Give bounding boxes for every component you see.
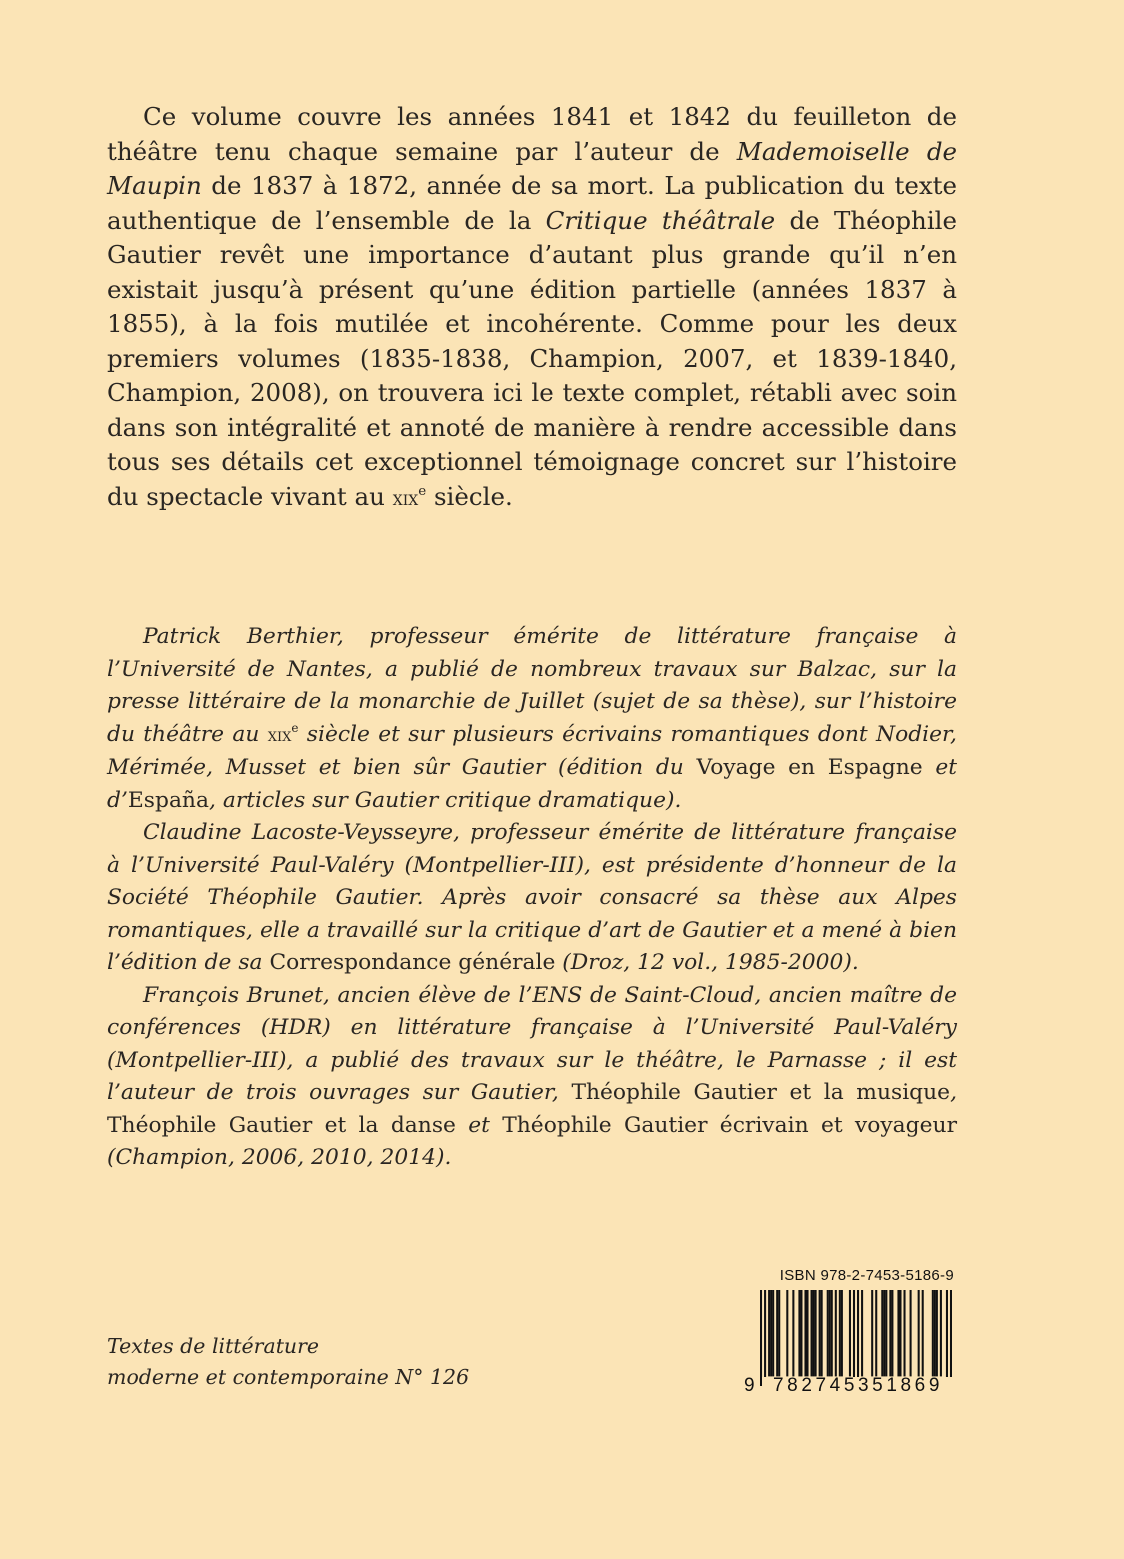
barcode-bars (760, 1290, 952, 1386)
bio-brunet-text-4: (Champion, 2006, 2010, 2014). (107, 1145, 452, 1170)
barcode-bar (829, 1290, 831, 1376)
barcode-bar (875, 1290, 877, 1376)
bio-lacoste (107, 817, 957, 980)
barcode-bar (839, 1290, 841, 1376)
bio-lacoste-text-2: (Droz, 12 vol., 1985-2000). (555, 950, 859, 975)
bio-berthier (107, 621, 957, 817)
barcode-bar (772, 1290, 774, 1376)
barcode-bar (950, 1290, 952, 1386)
barcode-bar (768, 1290, 770, 1376)
barcode-bar (897, 1290, 899, 1376)
barcode-bar (776, 1290, 778, 1376)
barcode-bar (918, 1290, 920, 1376)
barcode-bar (778, 1290, 780, 1376)
barcode-bar (857, 1290, 859, 1386)
barcode-bar (861, 1290, 863, 1376)
barcode-bar (821, 1290, 823, 1376)
barcode-bar (815, 1290, 817, 1376)
barcode-bar (764, 1290, 766, 1386)
work-title-espana: España (127, 787, 209, 813)
barcode-bar (903, 1290, 905, 1376)
work-title-danse: Théophile Gautier et la danse (107, 1112, 456, 1138)
barcode-bar (881, 1290, 883, 1376)
work-title-musique: Théophile Gautier et la musique (571, 1080, 951, 1105)
bio-berthier-text-1: Patrick Berthier, professeur émérite de littérature française à l’Université de Nantes, a publié de nombreux travaux sur Balzac, sur la presse littéraire de la monarchie de Juillet (sujet de sa thèse), sur l’histoire du théâtre au (107, 624, 957, 747)
bio-berthier-text-4: , articles sur Gautier critique dramatique). (208, 787, 682, 813)
barcode-bar (786, 1290, 788, 1376)
barcode-bar (806, 1290, 808, 1376)
summary-text-1: Ce volume couvre les années 1841 et 1842 du feuilleton de théâtre tenu chaque semaine par l’auteur de (107, 102, 957, 166)
barcode-bar (932, 1290, 934, 1376)
work-title-maupin: Mademoiselle de Maupin (107, 136, 958, 200)
barcode-first-digit: 9 (744, 1375, 755, 1396)
barcode-bar (849, 1290, 851, 1376)
summary-text-3: de Théophile Gautier revêt une importance d’autant plus grande qu’il n’en existait jusqu’à présent qu’une édition partielle (années 1837 à 1855), à la fois mutilée et incohérente. Comme pour les deux premiers volumes (1835-1838, Champion, 2007, et 1839-1840, Champion, 2008), on trouvera ici le texte complet, rétabli avec soin dans son intégralité et annoté de manière à rendre accessible dans tous ses détails cet exceptionnel témoignage concret sur l’histoire du spectacle vivant au (107, 205, 957, 511)
bio-brunet-text-2: , (950, 1080, 957, 1105)
bio-brunet-text-1: François Brunet, ancien élève de l’ENS de Saint-Cloud, ancien maître de conférences (HDR) en littérature française à l’Université Paul-Valéry (Montpellier-III), a publié des travaux sur le théâtre, le Parnasse ; il est l’auteur de trois ouvrages sur Gautier, (107, 982, 957, 1105)
barcode-bar (940, 1290, 942, 1376)
work-title-voyage: Voyage en Espagne (696, 755, 923, 780)
barcode-bar (811, 1290, 813, 1376)
barcode-bar (946, 1290, 948, 1386)
bio-brunet-text-3: et (455, 1112, 503, 1138)
barcode-bar (910, 1290, 912, 1376)
barcode-bar (841, 1290, 843, 1376)
barcode-bar (798, 1290, 800, 1376)
barcode-bar (831, 1290, 833, 1376)
bio-brunet (107, 980, 957, 1175)
collection-name: Textes de littérature (107, 1334, 320, 1358)
bio-lacoste-text-1: Claudine Lacoste-Veysseyre, professeur émérite de littérature française à l’Université Paul-Valéry (Montpellier-III), est présidente d’honneur de la Société Théophile Gautier. Après avoir consacré sa thèse aux Alpes romantiques, elle a travaillé sur la critique d’art de Gautier et a mené à bien l’édition de sa (107, 820, 957, 975)
barcode-bar (891, 1290, 893, 1376)
barcode-bar (934, 1290, 936, 1376)
barcode-bar (889, 1290, 891, 1376)
barcode-bar (899, 1290, 901, 1376)
barcode-bar (871, 1290, 873, 1376)
barcode-bar (800, 1290, 802, 1376)
summary-text-2: de 1837 à 1872, année de sa mort. La publication du texte authentique de l’ensemble de la (107, 171, 957, 235)
collection-number: moderne et contemporaine N° 126 (107, 1364, 470, 1389)
bio-berthier-text-2: siècle et sur plusieurs écrivains romantiques dont Nodier, Mérimée, Musset et bien sûr Gautier (édition du (107, 721, 957, 780)
author-bios (107, 621, 957, 1175)
barcode-bar (804, 1290, 806, 1376)
barcode-bar (819, 1290, 821, 1376)
century-numeral: xix (392, 485, 419, 510)
summary-paragraph (107, 100, 957, 515)
isbn-label: ISBN 978-2-7453-5186-9 (779, 1267, 954, 1284)
barcode-bar (922, 1290, 924, 1376)
barcode-bar (885, 1290, 887, 1376)
century-numeral: xix (267, 724, 292, 746)
barcode-bar (936, 1290, 938, 1376)
barcode-digits: 782745351869 (772, 1375, 943, 1396)
barcode-bar (792, 1290, 794, 1376)
barcode-bar (770, 1290, 772, 1376)
barcode-bar (827, 1290, 829, 1376)
barcode-bar (835, 1290, 837, 1376)
barcode-bar (760, 1290, 762, 1386)
work-title-correspondance: Correspondance générale (269, 950, 556, 975)
barcode-bar (883, 1290, 885, 1376)
century-superscript: e (418, 482, 427, 499)
isbn-barcode (744, 1267, 954, 1407)
collection-info (107, 1331, 469, 1392)
century-superscript: e (291, 720, 299, 735)
work-title-ecrivain: Théophile Gautier écrivain et voyageur (502, 1112, 957, 1138)
summary-text-4: siècle. (426, 481, 513, 511)
barcode-bar (813, 1290, 815, 1376)
barcode-bar (853, 1290, 855, 1386)
bio-berthier-text-3: et d’ (107, 755, 957, 813)
work-title-critique: Critique théâtrale (545, 205, 776, 235)
